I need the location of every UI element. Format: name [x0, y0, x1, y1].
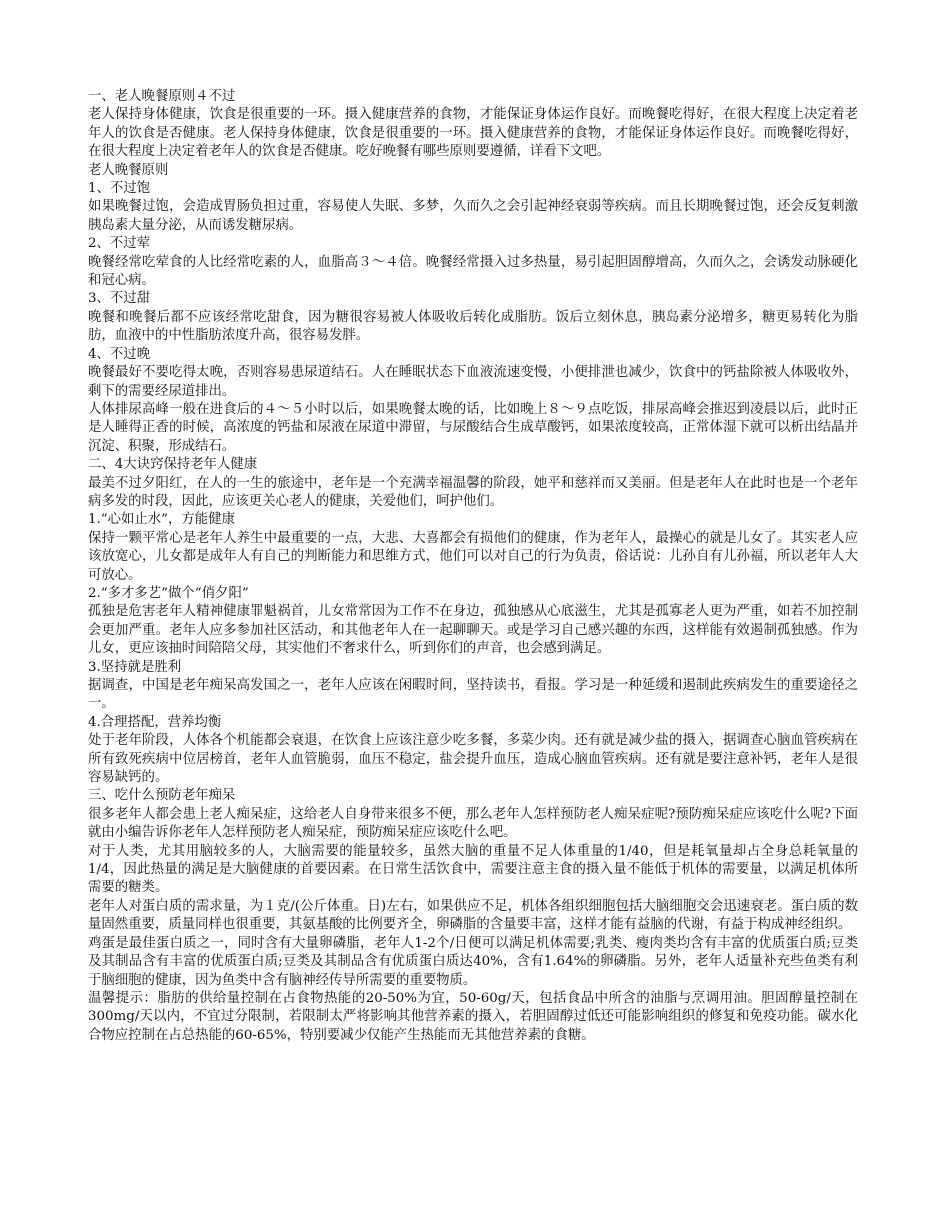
subsection-heading: 4.合理搭配，营养均衡: [88, 714, 222, 730]
section-heading: 三、吃什么预防老年痴呆: [88, 788, 236, 804]
subsection-heading: 2.“多才多艺”做个“俏夕阳”: [88, 585, 249, 601]
subsection-heading: 3、不过甜: [88, 291, 151, 307]
paragraph: 鸡蛋是最佳蛋白质之一，同时含有大量卵磷脂，老年人1-2个/日便可以满足机体需要;乳类、瘦肉类均含有丰富的优质蛋白质;豆类及其制品含有丰富的优质蛋白质;豆类及其制品含有优质蛋白质达40%，含有1.64%的卵磷脂。另外，老年人适量补充些鱼类有利于脑细胞的健康，因为鱼类中含有脑神经传导所需要的重要物质。: [88, 935, 858, 988]
paragraph: 如果晚餐过饱，会造成胃肠负担过重，容易使人失眠、多梦，久而久之会引起神经衰弱等疾病。而且长期晚餐过饱，还会反复刺激胰岛素大量分泌，从而诱发糖尿病。: [88, 199, 858, 233]
subsection-heading: 4、不过晚: [88, 346, 151, 362]
paragraph: 老人保持身体健康，饮食是很重要的一环。摄入健康营养的食物，才能保证身体运作良好。而晚餐吃得好，在很大程度上决定着老年人的饮食是否健康。老人保持身体健康，饮食是很重要的一环。摄入健康营养的食物，才能保证身体运作良好。而晚餐吃得好，在很大程度上决定着老年人的饮食是否健康。吃好晚餐有哪些原则要遵循，详看下文吧。: [88, 107, 858, 160]
paragraph: 老年人对蛋白质的需求量，为１克/(公斤体重。日)左右，如果供应不足，机体各组织细胞包括大脑细胞交会迅速衰老。蛋白质的数量固然重要，质量同样也很重要，其氨基酸的比例要齐全，卵磷脂的含量要丰富，这样才能有益脑的代谢，有益于构成神经组织。: [88, 898, 858, 933]
paragraph: 晚餐最好不要吃得太晚，否则容易患尿道结石。人在睡眠状态下血液流速变慢，小便排泄也减少，饮食中的钙盐除被人体吸收外，剩下的需要经尿道排出。: [88, 365, 858, 399]
paragraph: 处于老年阶段，人体各个机能都会衰退，在饮食上应该注意少吃多餐，多菜少肉。还有就是减少盐的摄入，据调查心脑血管疾病在所有致死疾病中位居榜首，老年人血管脆弱，血压不稳定，盐会提升血压，造成心脑血管疾病。还有就是要注意补钙，老年人是很容易缺钙的。: [88, 733, 858, 786]
subsection-heading: 1.“心如止水”，方能健康: [88, 512, 235, 528]
subsection-heading: 老人晚餐原则: [88, 162, 169, 178]
paragraph: 温馨提示：脂肪的供给量控制在占食物热能的20-50%为宜，50-60g/天，包括食品中所含的油脂与烹调用油。胆固醇量控制在300mg/天以内，不宜过分限制，若限制太严将影响其他营养素的摄入，若胆固醇过低还可能影响组织的修复和免疫功能。碳水化合物应控制在占总热能的60-65%，特别要减少仅能产生热能而无其他营养素的食糖。: [88, 990, 858, 1043]
paragraph: 人体排尿高峰一般在进食后的４～５小时以后，如果晚餐太晚的话，比如晚上８～９点吃饭，排尿高峰会推迟到凌晨以后，此时正是人睡得正香的时候，高浓度的钙盐和尿液在尿道中滞留，与尿酸结合生成草酸钙，如果浓度较高，正常体湿下就可以析出结晶并沉淀、积聚，形成结石。: [88, 401, 858, 454]
paragraph: 晚餐经常吃荤食的人比经常吃素的人，血脂高３～４倍。晚餐经常摄入过多热量，易引起胆固醇增高，久而久之，会诱发动脉硬化和冠心病。: [88, 254, 858, 289]
paragraph: 据调查，中国是老年痴呆高发国之一，老年人应该在闲暇时间，坚持读书，看报。学习是一种延缓和遏制此疾病发生的重要途径之一。: [88, 678, 858, 712]
paragraph: 晚餐和晚餐后都不应该经常吃甜食，因为糖很容易被人体吸收后转化成脂肪。饭后立刻休息，胰岛素分泌增多，糖更易转化为脂肪，血液中的中性脂肪浓度升高，很容易发胖。: [88, 309, 858, 344]
paragraph: 很多老年人都会患上老人痴呆症，这给老人自身带来很多不便，那么老年人怎样预防老人痴呆症呢?预防痴呆症应该吃什么呢?下面就由小编告诉你老年人怎样预防老人痴呆症，预防痴呆症应该吃什么吧。: [88, 806, 858, 841]
subsection-heading: 3.坚持就是胜利: [88, 659, 182, 675]
section-heading: 一、老人晚餐原则４不过: [88, 89, 236, 104]
paragraph: 孤独是危害老年人精神健康罪魁祸首，儿女常常因为工作不在身边，孤独感从心底滋生，尤其是孤寡老人更为严重，如若不加控制会更加严重。老年人应多参加社区活动，和其他老年人在一起聊聊天。或是学习自己感兴趣的东西，这样能有效遏制孤独感。作为儿女，更应该抽时间陪陪父母，其实他们不奢求什么，听到你们的声音，也会感到满足。: [88, 604, 858, 657]
paragraph: 最美不过夕阳红，在人的一生的旅途中，老年是一个充满幸福温馨的阶段，她平和慈祥而又美丽。但是老年人在此时也是一个老年病多发的时段，因此，应该更关心老人的健康，关爱他们，呵护他们。: [88, 475, 858, 509]
section-heading: 二、4大诀窍保持老年人健康: [88, 457, 258, 473]
subsection-heading: 2、不过荤: [88, 236, 151, 252]
paragraph: 对于人类，尤其用脑较多的人，大脑需要的能量较多，虽然大脑的重量不足人体重量的1/40，但是耗氧量却占全身总耗氧量的1/4，因此热量的满足是大脑健康的首要因素。在日常生活饮食中，需要注意主食的摄入量不能低于机体的需要量，以满足机体所需要的糖类。: [88, 843, 858, 896]
document-body: [88, 88, 858, 1045]
paragraph: 保持一颗平常心是老年人养生中最重要的一点，大悲、大喜都会有损他们的健康，作为老年人，最操心的就是儿女了。其实老人应该放宽心，儿女都是成年人有自己的判断能力和思维方式，他们可以对自己的行为负责，俗话说：儿孙自有儿孙福，所以老年人大可放心。: [88, 530, 858, 583]
subsection-heading: 1、不过饱: [88, 181, 151, 197]
